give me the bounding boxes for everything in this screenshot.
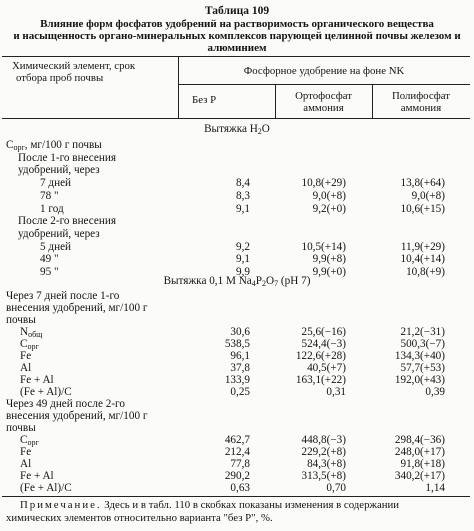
row-value-v2: 122,6(+28) [295, 350, 346, 362]
row-value-v1: 9,9 [236, 266, 250, 278]
row-value-v1: 8,4 [236, 177, 250, 190]
row-label: почвы [6, 422, 36, 434]
note-label: Примечание. [20, 499, 102, 511]
table-caption-line-2: и насыщенность органо-минеральных комплексов парующей целинной почвы железом и [13, 30, 461, 42]
row-value-v2: 25,6(−16) [301, 326, 346, 338]
row-value-v3: 57,7(+53) [400, 362, 445, 374]
row-value-v2: 40,5(+7) [307, 362, 346, 374]
section-h2o-title: Вытяжка $H_2O$ [204, 123, 270, 136]
row-value-v3: 9,0(+8) [411, 189, 445, 202]
row-value-v1: 290,2 [224, 470, 250, 482]
row-label: 5 дней [40, 240, 72, 253]
row-label: внесения удобрений, мг/100 г [6, 410, 148, 422]
note-line-1 [20, 499, 399, 511]
row-value-v2: 163,1(+22) [295, 374, 346, 386]
row-value-v3: 10,4(+14) [400, 253, 445, 266]
row-label: (Fe + Al)/C [20, 386, 72, 398]
row-label: 7 дней [40, 177, 72, 190]
row-label: 49 " [40, 253, 59, 266]
header-col-orto-2: аммония [303, 102, 344, 114]
row-label: После 2-го внесения [18, 215, 116, 228]
row-value-v3: 1,14 [425, 482, 445, 494]
row-label: удобрений, через [18, 227, 100, 240]
row-value-v1: 0,63 [230, 482, 250, 494]
row-value-v2: 10,8(+29) [301, 177, 346, 190]
row-label: (Fe + Al)/C [20, 482, 72, 494]
note-line-2: химических элементов относительно варианта "без Р", %. [6, 512, 273, 524]
row-value-v2: 84,3(+8) [307, 458, 346, 470]
row-value-v3: 134,3(+40) [394, 350, 445, 362]
row-value-v2: 10,5(+14) [301, 240, 346, 253]
header-group-label: Фосфорное удобрение на фоне NK [243, 65, 405, 77]
row-value-v1: 30,6 [230, 326, 250, 338]
row-value-v1: 96,1 [230, 350, 250, 362]
table-bottom-rule [2, 496, 470, 497]
row-value-v1: 133,9 [224, 374, 250, 386]
row-value-v3: 500,3(−7) [400, 338, 445, 350]
row-label: 95 " [40, 266, 59, 278]
note-text-1: Здесь и в табл. 110 в скобках показаны изменения в содержании [101, 499, 400, 511]
row-value-v3: 10,8(+9) [406, 266, 445, 278]
row-value-v1: 37,8 [230, 362, 250, 374]
row-value-v3: 91,8(+18) [400, 458, 445, 470]
row-value-v3: 13,8(+64) [400, 177, 445, 190]
row-label: Через 49 дней после 2-го [6, 398, 125, 410]
table-caption-line-1: Влияние форм фосфатов удобрений на растворимость органического вещества [40, 18, 434, 30]
header-col-orto-1: Ортофосфат [295, 90, 352, 102]
table-number: Таблица 109 [204, 5, 270, 17]
row-value-v2: 9,0(+8) [312, 189, 346, 202]
row-label: Fe + Al [20, 470, 54, 482]
table-caption-line-3: алюминием [207, 42, 267, 54]
row-value-v1: 462,7 [224, 434, 250, 446]
row-value-v3: 298,4(−36) [394, 434, 445, 446]
row-value-v2: 313,5(+8) [301, 470, 346, 482]
header-group-rule [178, 84, 470, 85]
header-bottom-rule [2, 118, 470, 119]
header-element-label-2: отбора проб почвы [16, 72, 104, 84]
row-value-v3: 11,9(+29) [400, 240, 445, 253]
row-label: 1 год [40, 202, 64, 215]
row-label: удобрений, через [18, 164, 100, 177]
header-element-label-1: Химический элемент, срок [12, 60, 136, 72]
row-label: Al [20, 362, 32, 374]
row-value-v2: 9,2(+0) [312, 202, 346, 215]
row-label: Al [20, 458, 32, 470]
row-label: После 1-го внесения [18, 151, 116, 164]
row-value-v1: 212,4 [224, 446, 250, 458]
row-label: Fe [20, 446, 32, 458]
header-col-bez-p: Без Р [192, 94, 217, 106]
row-label: Fe [20, 350, 32, 362]
header-top-rule [2, 56, 470, 57]
row-value-v1: 77,8 [230, 458, 250, 470]
row-value-v1: 8,3 [236, 189, 250, 202]
row-value-v3: 340,2(+17) [394, 470, 445, 482]
row-value-v2: 0,31 [326, 386, 346, 398]
row-label: Через 7 дней после 1-го [6, 290, 120, 302]
row-value-v2: 9,9(+0) [312, 266, 346, 278]
row-value-v1: 9,1 [236, 202, 250, 215]
row-label: $N_{общ}$ [20, 326, 43, 339]
row-value-v3: 21,2(−31) [400, 326, 445, 338]
row-value-v2: 9,9(+8) [312, 253, 346, 266]
row-value-v1: 9,1 [236, 253, 250, 266]
row-label: $C_{орг}$ [20, 434, 39, 447]
row-value-v3: 192,0(+43) [394, 374, 445, 386]
row-label: $C_{орг}$ [20, 338, 39, 351]
row-label: внесения удобрений, мг/100 г [6, 302, 148, 314]
header-col-poly-2: аммония [400, 102, 442, 114]
row-label: почвы [6, 314, 36, 326]
row-value-v3: 10,6(+15) [400, 202, 445, 215]
row-label: $C_{орг}$, мг/100 г почвы [6, 139, 102, 152]
row-value-v2: 448,8(−3) [301, 434, 346, 446]
row-value-v1: 9,2 [236, 240, 250, 253]
row-value-v1: 0,25 [230, 386, 250, 398]
row-value-v2: 229,2(+8) [301, 446, 346, 458]
row-value-v1: 538,5 [224, 338, 250, 350]
row-label: Fe + Al [20, 374, 54, 386]
header-col-poly-1: Полифосфат [391, 90, 451, 102]
row-value-v2: 524,4(−3) [301, 338, 346, 350]
row-value-v3: 0,39 [425, 386, 445, 398]
row-value-v2: 0,70 [326, 482, 346, 494]
row-label: 78 " [40, 189, 59, 202]
section-na4p2o7-title: Вытяжка 0,1 М $Na_4P_2O_7$ (рН 7) [163, 275, 311, 288]
row-value-v3: 248,0(+17) [394, 446, 445, 458]
